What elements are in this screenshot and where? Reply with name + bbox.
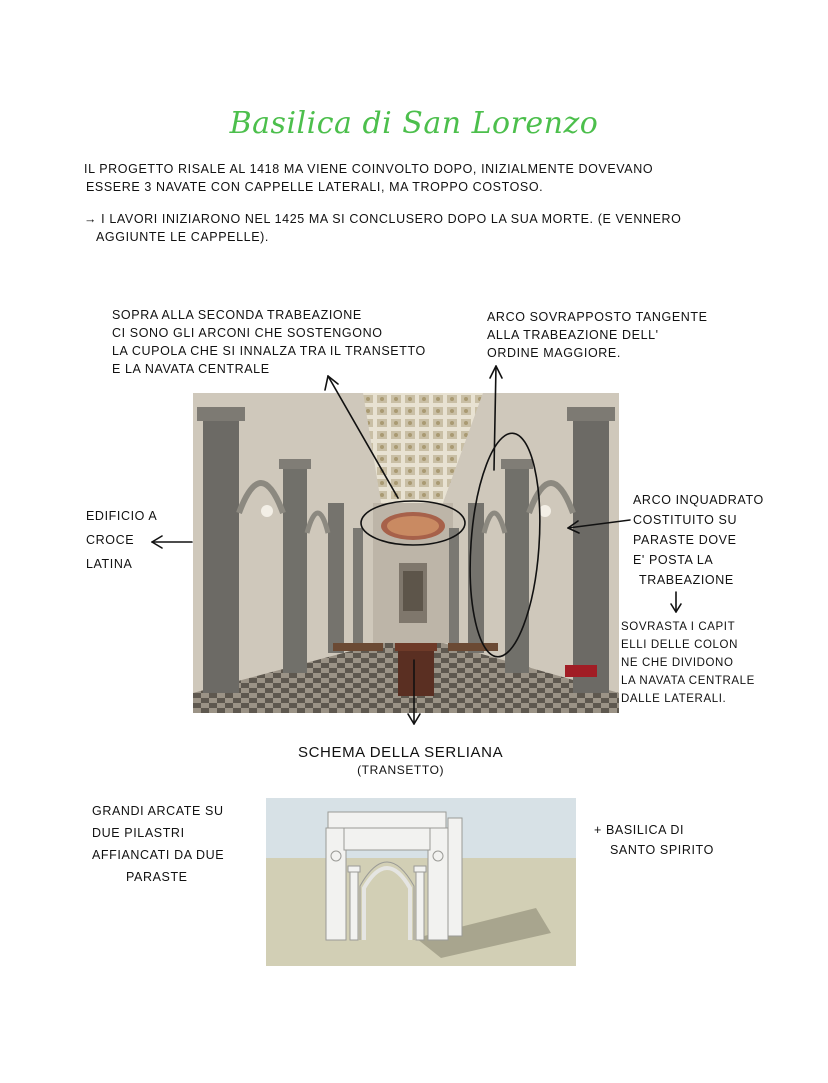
note-line: PARASTE DOVE: [633, 533, 737, 547]
note-line: LA NAVATA CENTRALE: [621, 675, 755, 687]
note-line: NE CHE DIVIDONO: [621, 657, 734, 669]
note-line: LATINA: [86, 557, 133, 571]
note-line: + BASILICA DI: [594, 823, 685, 837]
note-line: SANTO SPIRITO: [610, 843, 714, 857]
note-line: COSTITUITO SU: [633, 513, 738, 527]
intro-line: IL PROGETTO RISALE AL 1418 MA VIENE COINVOLTO DOPO, INIZIALMENTE DOVEVANO: [84, 162, 654, 176]
note-line: ELLI DELLE COLON: [621, 639, 738, 651]
note-line: EDIFICIO A: [86, 509, 158, 523]
note-line: GRANDI ARCATE SU: [92, 804, 224, 818]
note-line: SOVRASTA I CAPIT: [621, 621, 736, 633]
serliana-title: SCHEMA DELLA SERLIANA: [298, 744, 504, 761]
lavori-line: → I LAVORI INIZIARONO NEL 1425 MA SI CONCLUSERO DOPO LA SUA MORTE. (E VENNERO: [84, 212, 682, 226]
note-line: ARCO INQUADRATO: [633, 493, 764, 507]
note-line: E LA NAVATA CENTRALE: [112, 362, 270, 376]
note-line: SOPRA ALLA SECONDA TRABEAZIONE: [112, 308, 362, 322]
intro-line: ESSERE 3 NAVATE CON CAPPELLE LATERALI, MA TROPPO COSTOSO.: [86, 180, 544, 194]
note-line: CI SONO GLI ARCONI CHE SOSTENGONO: [112, 326, 383, 340]
lavori-line: AGGIUNTE LE CAPPELLE).: [96, 230, 269, 244]
page-title: Basilica di San Lorenzo: [229, 106, 599, 141]
note-line: TRABEAZIONE: [639, 573, 734, 587]
note-line: ALLA TRABEAZIONE DELL': [487, 328, 659, 342]
note-line: ARCO SOVRAPPOSTO TANGENTE: [487, 310, 708, 324]
note-line: DALLE LATERALI.: [621, 693, 727, 705]
note-line: E' POSTA LA: [633, 553, 714, 567]
note-line: PARASTE: [126, 870, 188, 884]
note-line: CROCE: [86, 533, 135, 547]
note-line: AFFIANCATI DA DUE: [92, 848, 225, 862]
note-line: LA CUPOLA CHE SI INNALZA TRA IL TRANSETTO: [112, 344, 426, 358]
serliana-subtitle: (TRANSETTO): [357, 763, 445, 777]
note-line: DUE PILASTRI: [92, 826, 185, 840]
note-line: ORDINE MAGGIORE.: [487, 346, 621, 360]
